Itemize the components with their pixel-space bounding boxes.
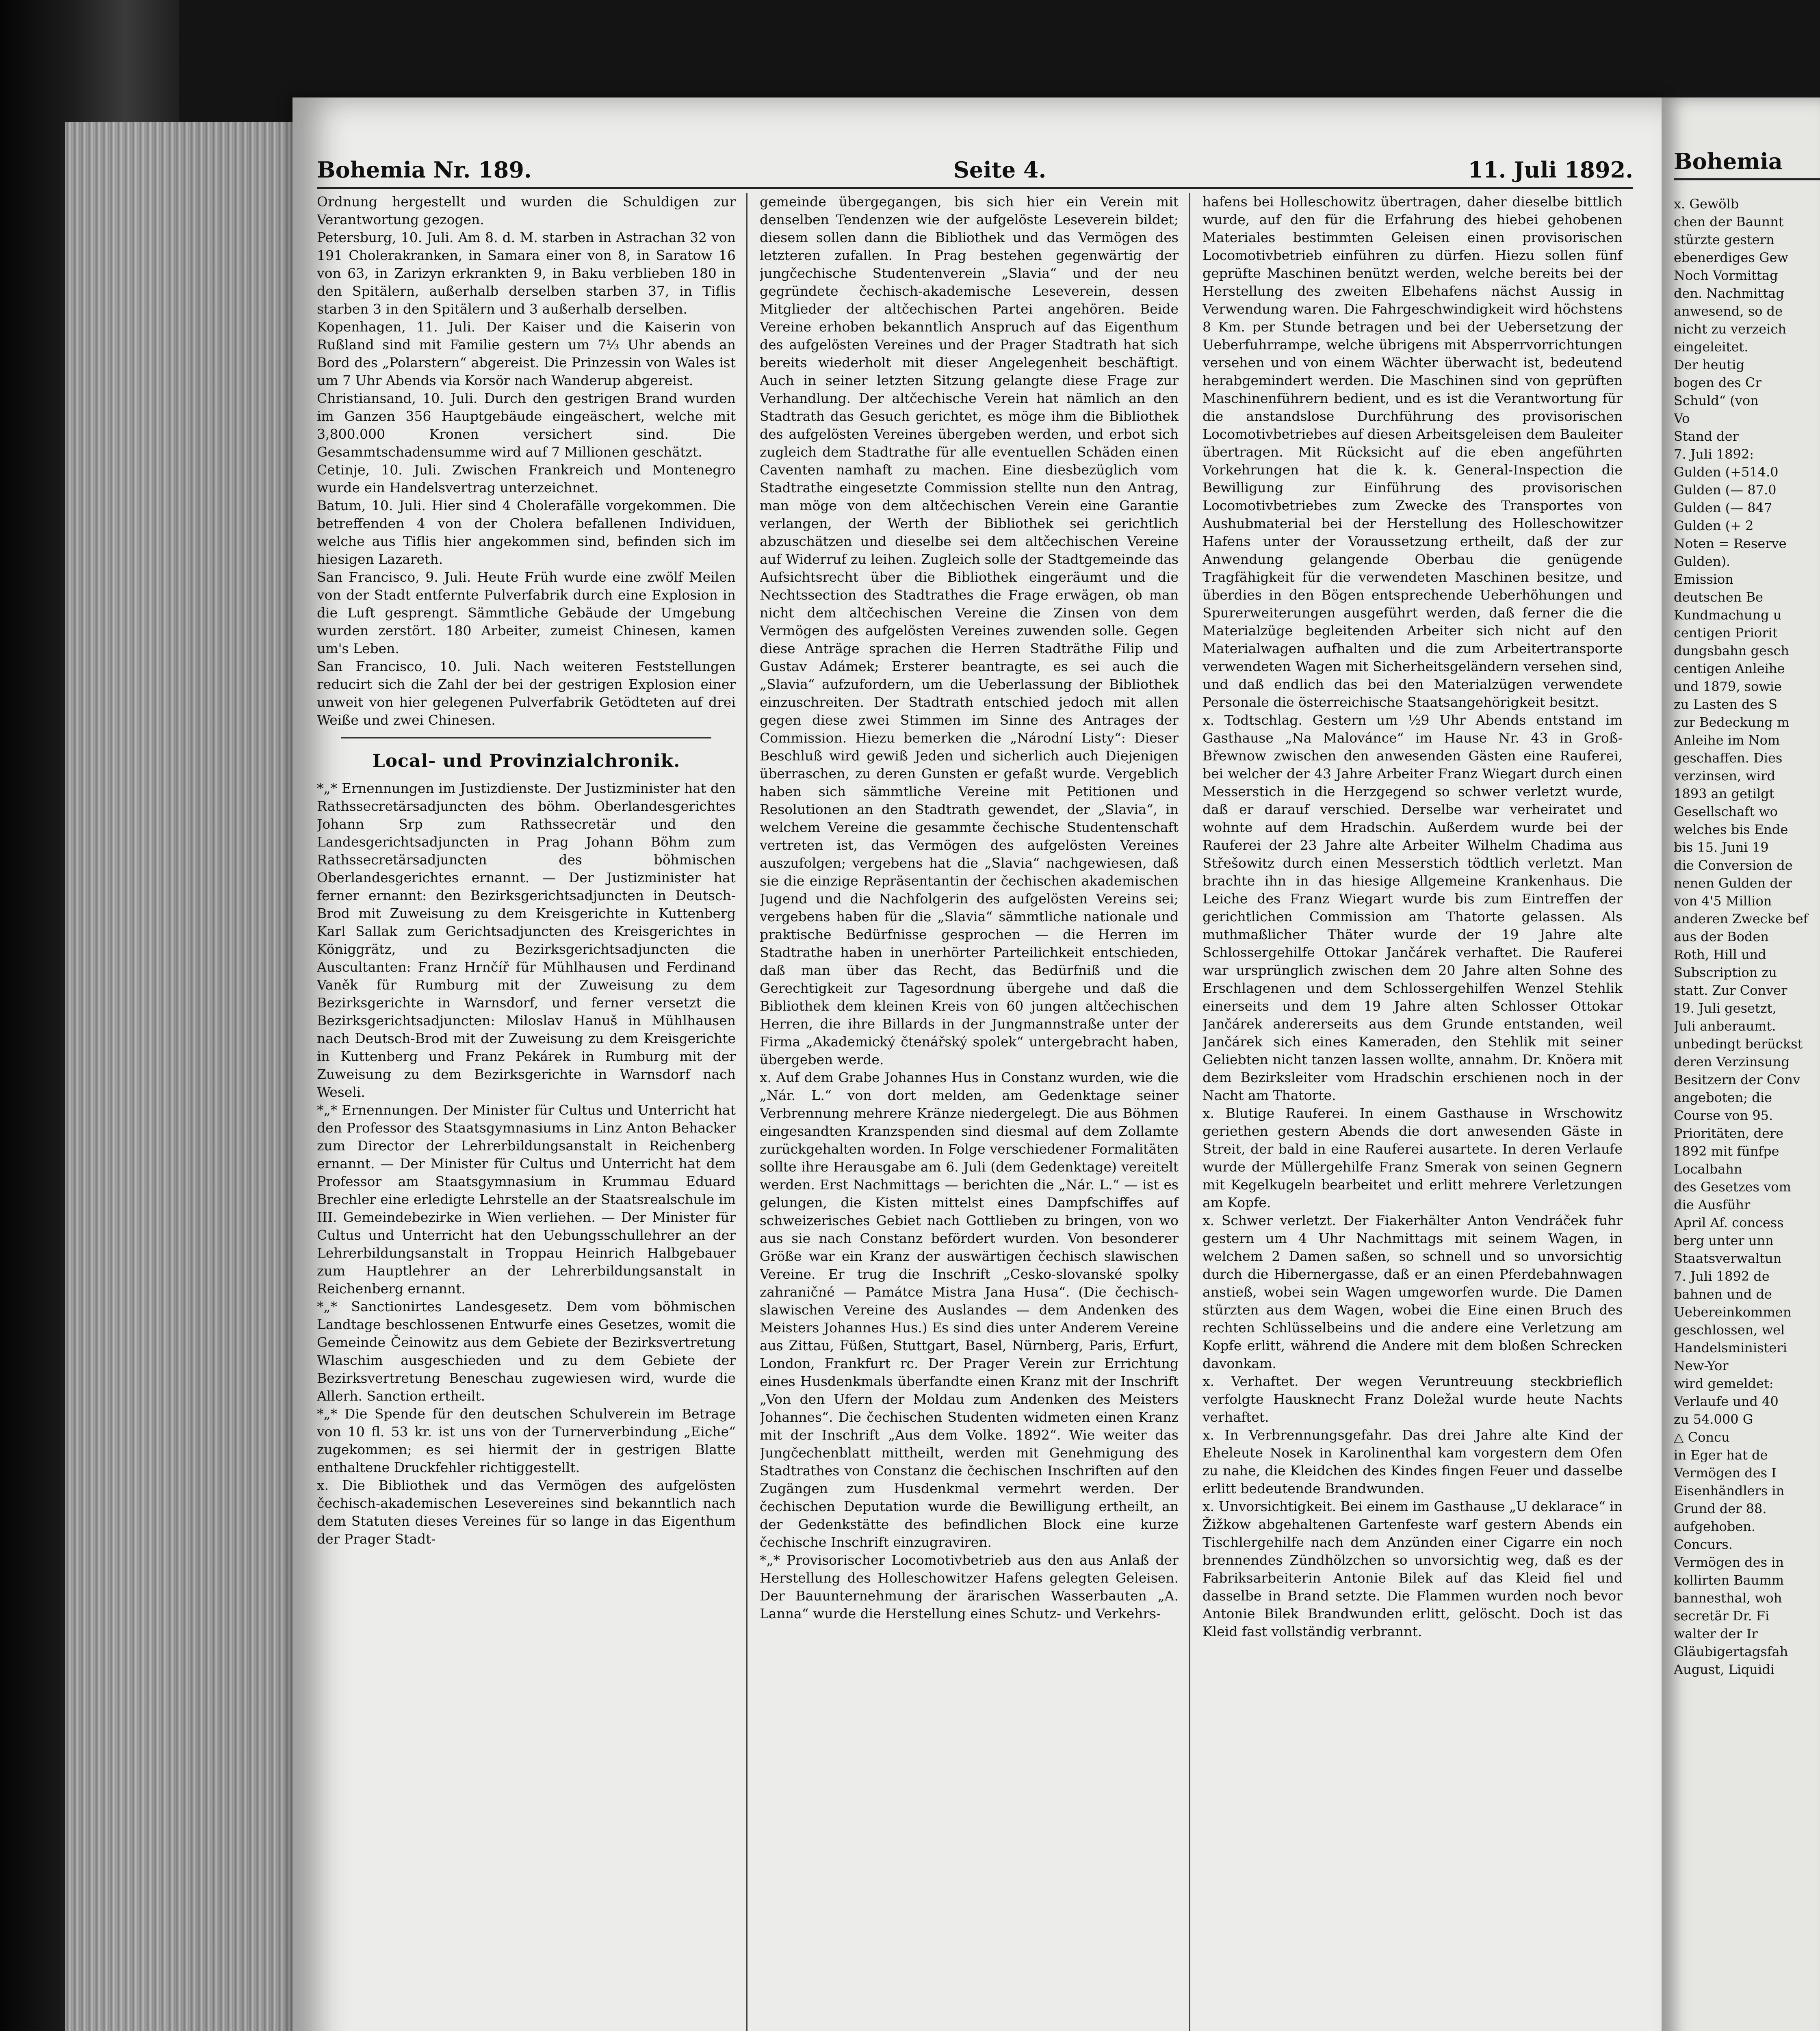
next-page-line: Vo	[1674, 411, 1690, 426]
next-page-line: den. Nachmittag	[1674, 286, 1784, 301]
next-page-line: Juli anberaumt.	[1674, 1018, 1776, 1034]
next-page-line: 7. Juli 1892 de	[1674, 1269, 1770, 1284]
article-landesgesetz: *„* Sanctionirtes Landesgesetz. Dem vom böhmischen Landtage beschlossenen Entwurfe eines Gesetzes, womit die Gemeinde Čeinowitz aus dem Gebiete der Bezirksvertretung Wlaschim ausgeschieden und zu dem Gebiete der Bezirksvertretung Beneschau zugewiesen wird, wurde die Allerh. Sanction ertheilt.	[317, 1299, 736, 1404]
next-page-line: anderen Zwecke bef	[1674, 911, 1808, 927]
next-page-line: zu 54.000 G	[1674, 1412, 1753, 1427]
article-bibliothek: x. Die Bibliothek und das Vermögen des aufgelösten čechisch-akademischen Lesevereines sind bekanntlich nach dem Statuten dieses Vereines für so lange in das Eigenthum der Prager Stadt-	[317, 1477, 736, 1547]
article-ernennungen: *„* Ernennungen. Der Minister für Cultus und Unterricht hat den Professor des Staatsgymnasiums in Linz Anton Behacker zum Director der Lehrerbildungsanstalt in Reichenberg ernannt. — Der Minister für Cultus und Unterricht hat dem Professor am Staatsgymnasium in Krummau Eduard Brechler eine erledigte Lehrstelle an der Staatsrealschule im III. Gemeindebezirke in Wien verliehen. — Der Minister für Cultus und Unterricht hat den Uebungsschullehrer an der Lehrerbildungsanstalt in Troppau Heinrich Halbgebauer zum Hauptlehrer an der Lehrerbildungsanstalt in Reichenberg ernannt.	[317, 1102, 736, 1297]
next-page-line: Anleihe im Nom	[1674, 732, 1780, 748]
next-page-line: 19. Juli gesetzt,	[1674, 1000, 1777, 1016]
next-page-line: Localbahn	[1674, 1161, 1742, 1177]
next-page-line: dungsbahn gesch	[1674, 643, 1789, 658]
next-page-line: eingeleitet.	[1674, 339, 1748, 355]
article-verhaftet: x. Verhaftet. Der wegen Veruntreuung steckbrieflich verfolgte Hausknecht Franz Doležal wurde heute Nachts verhaftet.	[1202, 1373, 1623, 1425]
column-3	[1202, 193, 1633, 2031]
article-bibliothek-cont: gemeinde übergegangen, bis sich hier ein Verein mit denselben Tendenzen wie der aufgelöste Leseverein bildet; diesem sollen dann die Bibliothek und das Vermögen des letzteren zufallen. In Prag bestehen gegenwärtig der jungčechische Studentenverein „Slavia“ und der neu gegründete čechisch-akademische Leseverein, dessen Mitglieder der altčechischen Partei angehören. Beide Vereine erhoben bekanntlich Anspruch auf das Eigenthum des aufgelösten Vereines und der Prager Stadtrath hat sich bereits wiederholt mit dieser Angelegenheit beschäftigt. Auch in seiner letzten Sitzung gelangte diese Frage zur Verhandlung. Der altčechische Verein hat nämlich an den Stadtrath das Gesuch gerichtet, es möge ihm die Bibliothek des aufgelösten Vereines übergeben werden, und erbot sich zugleich dem Stadtrathe für alle eventuellen Schäden einen Caventen namhaft zu machen. Eine diesbezüglich vom Stadtrathe eingesetzte Commission stellte nun den Antrag, man möge von dem altčechischen Verein eine Garantie verlangen, der Werth der Bibliothek sei gerichtlich abzuschätzen und dieselbe sei dem altčechischen Vereine auf Widerruf zu leihen. Zugleich solle der Stadtgemeinde das Aufsichtsrecht über die Bibliothek eingeräumt und die Nechtssection des Stadtrathes die Frage erwägen, ob man nicht dem altčechischen Vereine die Zinsen von dem Vermögen des aufgelösten Vereines zuwenden solle. Gegen diese Anträge sprachen die Herren Stadträthe Filip und Gustav Adámek; Ersterer beantragte, es sei auch die „Slavia“ aufzufordern, um die Ueberlassung der Bibliothek einzuschreiten. Der Stadtrath entschied jedoch mit allen gegen diese zwei Stimmen im Sinne des Antrages der Commission. Hiezu bemerken die „Národní Listy“: Dieser Beschluß wird gewiß Jeden und sicherlich auch Diejenigen überraschen, zu deren Gunsten er gefaßt wurde. Vergeblich haben sich sämmtliche Vereine mit Petitionen und Resolutionen an den Stadtrath gewendet, der „Slavia“, in welchem Vereine die gesammte čechische Studentenschaft vertreten ist, das Vermögen des aufgelösten Vereines auszufolgen; vergebens hat die „Slavia“ nachgewiesen, daß sie die einzige Repräsentantin der čechischen akademischen Jugend und die Nachfolgerin des aufgelösten Vereins sei; vergebens haben für die „Slavia“ sämmtliche nationale und praktische Bedürfnisse gesprochen — die Herren im Stadtrathe haben in unerhörter Parteilichkeit entschieden, daß man über das Recht, das Bedürfniß und die Gerechtigkeit zur Tagesordnung übergehe und daß die Bibliothek dem kleinen Kreis von 60 jungen altčechischen Herren, die ihre Billards in der Jungmannstraße unter der Firma „Akademický čtenářský spolek“ untergebracht haben, übergeben werde.	[760, 194, 1179, 1067]
next-page-line: △ Concu	[1674, 1429, 1730, 1445]
next-page-line: Roth, Hill und	[1674, 947, 1766, 962]
next-page-line: kollirten Baumm	[1674, 1572, 1784, 1588]
next-page-line: stürzte gestern	[1674, 232, 1774, 247]
article-kopenhagen: Kopenhagen, 11. Juli. Der Kaiser und die Kaiserin von Rußland sind mit Familie gestern um 7⅓ Uhr abends an Bord des „Polarstern“ abgereist. Die Prinzessin von Wales ist um 7 Uhr Abends via Korsör nach Wanderup abgereist.	[317, 319, 736, 388]
next-page-line: walter der Ir	[1674, 1626, 1758, 1641]
next-page-line: Stand der	[1674, 429, 1739, 444]
next-page-line: Noch Vormittag	[1674, 268, 1778, 283]
article-sanfrancisco-1: San Francisco, 9. Juli. Heute Früh wurde eine zwölf Meilen von der Stadt entfernte Pulverfabrik durch eine Explosion in die Luft gesprengt. Sämmtliche Gebäude der Umgebung wurden zerstört. 180 Arbeiter, zumeist Chinesen, kamen um's Leben.	[317, 569, 736, 656]
next-page-line: ebenerdiges Gew	[1674, 250, 1788, 265]
article-schwer-verletzt: x. Schwer verletzt. Der Fiakerhälter Anton Vendráček fuhr gestern um 4 Uhr Nachmittags mit seinem Wagen, in welchem 2 Damen saßen, so schnell und so unvorsichtig durch die Hibernergasse, daß er an einen Pferdebahnwagen anstieß, wobei sein Wagen umgeworfen wurde. Die Damen stürzten aus dem Wagen, wobei die Eine einen Bruch des rechten Schlüsselbeins und die andere eine Verletzung am Kopfe erlitt, während die Andere mit dem bloßen Schrecken davonkam.	[1202, 1213, 1623, 1371]
next-page-line: Uebereinkommen	[1674, 1304, 1792, 1320]
next-page-line: Grund der 88.	[1674, 1501, 1767, 1516]
next-page-line: nenen Gulden der	[1674, 875, 1792, 891]
next-page-line: Gesellschaft wo	[1674, 804, 1778, 819]
next-page-line: die Conversion de	[1674, 857, 1793, 873]
next-page-line: Kundmachung u	[1674, 607, 1782, 623]
next-page-line: Noten = Reserve	[1674, 536, 1787, 551]
next-page-line: zur Bedeckung m	[1674, 715, 1790, 730]
next-page-line: geschlossen, wel	[1674, 1322, 1785, 1338]
article-ernennungen-justiz: *„* Ernennungen im Justizdienste. Der Justizminister hat den Rathssecretärsadjuncten des böhm. Oberlandesgerichtes Johann Srp zum Rathssecretär und den Landesgerichtsadjuncten in Prag Johann Böhm zum Rathssecretärsadjuncten des böhmischen Oberlandesgerichtes ernannt. — Der Justizminister hat ferner ernannt: den Bezirksgerichtsadjuncten in Deutsch-Brod mit Zuweisung zu dem Kreisgerichte in Kuttenberg Karl Sallak zum Gerichtsadjuncten des Kreisgerichtes in Königgrätz, und zu Bezirksgerichtsadjuncten die Auscultanten: Franz Hrnčíř für Mühlhausen und Ferdinand Vaněk für Rumburg mit der Zuweisung zu dem Bezirksgerichte in Warnsdorf, und ferner versetzt die Bezirksgerichtsadjuncten: Miloslav Hanuš in Mühlhausen nach Deutsch-Brod mit der Zuweisung zu dem Kreisgerichte in Kuttenberg und Franz Pekárek in Rumburg mit der Zuweisung zu dem Bezirksgerichte in Warnsdorf nach Weseli.	[317, 780, 736, 1100]
article-hus: x. Auf dem Grabe Johannes Hus in Constanz wurden, wie die „Nár. L.“ von dort melden, am Gedenktage seiner Verbrennung mehrere Kränze niedergelegt. Die aus Böhmen eingesandten Kranzspenden sind diesmal auf dem Zollamte zurückgehalten worden. In Folge verschiedener Formalitäten sollte ihre Herausgabe am 6. Juli (dem Gedenktage) vereitelt werden. Erst Nachmittags — berichten die „Nár. L.“ — ist es gelungen, die Kisten mittelst eines Dampfschiffes auf schweizerisches Gebiet nach Gottlieben zu bringen, von wo aus sie nach Constanz befördert wurden. Von besonderer Größe war ein Kranz der auswärtigen čechisch slawischen Vereine. Er trug die Inschrift „Cesko-slovanské spolky zahraničné — Památce Mistra Jana Husa“. (Die čechisch-slawischen Vereine des Auslandes — dem Andenken des Meisters Johannes Hus.) Es sind dies unter Anderem Vereine aus Zittau, Füßen, Stuttgart, Basel, Nürnberg, Paris, Erfurt, London, Frankfurt rc. Der Prager Verein zur Errichtung eines Husdenkmals überfandte einen Kranz mit der Inschrift „Von den Ufern der Moldau zum Andenken des Meisters Johannes“. Die čechischen Studenten widmeten einen Kranz mit der Inschrift „Aus dem Volke. 1892“. Wie weiter das Jungčechenblatt mittheilt, werden mit Genehmigung des Stadtrathes von Constanz die čechischen Inschriften auf den Zugängen zum Husdenkmal vermehrt werden. Der čechischen Deputation wurde die Bewilligung ertheilt, an der Gedenkstätte des befindlichen Block eine kurze čechische Inschrift einzugraviren.	[760, 1070, 1179, 1550]
next-page-line: Emission	[1674, 572, 1733, 587]
article-unvorsichtigkeit: x. Unvorsichtigkeit. Bei einem im Gasthause „U deklarace“ in Žižkow abgehaltenen Gartenfeste warf gestern Abends ein Tischlergehilfe nach dem Anzünden einer Cigarre ein noch brennendes Zündhölzchen so unvorsichtig weg, daß es der Fabriksarbeiterin Antonie Bilek auf das Kleid fiel und dasselbe in Brand setzte. Die Flammen wurden noch bevor Antonie Bilek Brandwunden erlitt, gelöscht. Doch ist das Kleid fast vollständig verbrannt.	[1202, 1498, 1623, 1639]
next-page-line: berg unter unn	[1674, 1233, 1774, 1248]
next-page-line: Course von 95.	[1674, 1108, 1773, 1123]
next-page-line: Schuld“ (von	[1674, 393, 1759, 408]
next-page-line: Gläubigertagsfah	[1674, 1644, 1788, 1659]
article-cetinje: Cetinje, 10. Juli. Zwischen Frankreich und Montenegro wurde ein Handelsvertrag unterzeichnet.	[317, 462, 736, 496]
next-page-line: April Af. concess	[1674, 1215, 1784, 1230]
next-page-line: welches bis Ende	[1674, 822, 1788, 837]
page-stack-edge	[65, 122, 292, 2031]
next-page-line: Gulden (— 87.0	[1674, 482, 1777, 498]
next-page-line: 1892 mit fünfpe	[1674, 1143, 1779, 1159]
next-page-line: Vermögen des I	[1674, 1465, 1777, 1481]
next-page-line: secretär Dr. Fi	[1674, 1608, 1770, 1624]
issue-date: 11. Juli 1892.	[1468, 157, 1633, 183]
next-page-line: bis 15. Juni 19	[1674, 840, 1769, 855]
next-page-line: 1893 an getilgt	[1674, 786, 1774, 801]
article-sanfrancisco-2: San Francisco, 10. Juli. Nach weiteren Feststellungen reducirt sich die Zahl der bei der gestrigen Explosion einer unweit von hier gelegenen Pulverfabrik Getödteten auf drei Weiße und zwei Chinesen.	[317, 658, 736, 728]
article-ordnung: Ordnung hergestellt und wurden die Schuldigen zur Verantwortung gezogen.	[317, 194, 736, 227]
section-divider	[341, 737, 711, 738]
next-page-line: wird gemeldet:	[1674, 1376, 1774, 1391]
next-page-line: Vermögen des in	[1674, 1555, 1784, 1570]
next-page-line: Concurs.	[1674, 1537, 1733, 1552]
next-page-line: und 1879, sowie	[1674, 679, 1782, 694]
next-page-line: in Eger hat de	[1674, 1447, 1768, 1463]
next-page-fragment	[1662, 97, 1820, 2031]
column-2	[760, 193, 1190, 2031]
article-rauferei: x. Blutige Rauferei. In einem Gasthause in Wrschowitz geriethen gestern Abends die dort anwesenden Gäste in Streit, der bald in eine Rauferei ausartete. In deren Verlaufe wurde der Müllergehilfe Franz Smerak von seinen Gegnern mit Kegelkugeln bearbeitet und erlitt mehrere Verletzungen am Kopfe.	[1202, 1105, 1623, 1210]
next-page-line: bogen des Cr	[1674, 375, 1762, 390]
article-columns	[317, 193, 1633, 2031]
next-page-line: bannesthal, woh	[1674, 1590, 1782, 1606]
next-page-line: Gulden (— 847	[1674, 500, 1772, 515]
next-page-line: deren Verzinsung	[1674, 1054, 1790, 1070]
next-page-line: zu Lasten des S	[1674, 697, 1777, 712]
next-page-line: die Ausführ	[1674, 1197, 1751, 1213]
next-page-line: bahnen und de	[1674, 1286, 1772, 1302]
next-page-line: Gulden).	[1674, 554, 1731, 569]
next-page-lines	[1674, 195, 1820, 1678]
next-page-line: aus der Boden	[1674, 929, 1769, 944]
next-page-line: Gulden (+ 2	[1674, 518, 1754, 533]
next-page-line: Verlaufe und 40	[1674, 1394, 1779, 1409]
next-page-line: deutschen Be	[1674, 589, 1764, 605]
next-page-line: Staatsverwaltun	[1674, 1251, 1782, 1266]
next-page-line: centigen Priorit	[1674, 625, 1778, 641]
article-todtschlag: x. Todtschlag. Gestern um ½9 Uhr Abends entstand im Gasthause „Na Malovánce“ im Hause Nr. 43 in Groß-Břewnow zwischen den anwesenden Gästen eine Rauferei, bei welcher der 43 Jahre Arbeiter Franz Wiegart durch einen Messerstich in die Herzgegend so schwer verletzt wurde, daß er darauf verschied. Derselbe war verheiratet und wohnte auf dem Hradschin. Außerdem wurde bei der Rauferei der 23 Jahre alte Arbeiter Wilhelm Chadima aus Střešowitz durch einen Messerstich tödtlich verletzt. Man brachte ihn in das hiesige Allgemeine Krankenhaus. Die Leiche des Franz Wiegart wurde bis zum Eintreffen der gerichtlichen Commission am Thatorte gelassen. Als muthmaßlicher Thäter wurde der 19 Jahre alte Schlossergehilfe Ottokar Jančárek verhaftet. Die Rauferei war ursprünglich zwischen dem 20 Jahre alten Sohne des Erschlagenen und dem Schlossergehilfen Wenzel Stehlik einerseits und dem 19 Jahre alten Schlosser Ottokar Jančárek andererseits aus dem Grunde entstanden, weil Jančárek sich eines Kameraden, den Stehlik mit seiner Geliebten nicht tanzen lassen wollte, annahm. Dr. Knöera mit dem Bezirksleiter vom Hradschin erschienen noch in der Nacht am Thatorte.	[1202, 712, 1623, 1103]
page-number: Seite 4.	[953, 157, 1046, 183]
next-page-line: Handelsministeri	[1674, 1340, 1787, 1355]
next-page-line: 7. Juli 1892:	[1674, 446, 1754, 462]
next-page-line: Besitzern der Conv	[1674, 1072, 1800, 1087]
next-page-line: Gulden (+514.0	[1674, 464, 1779, 480]
article-verbrennung: x. In Verbrennungsgefahr. Das drei Jahre alte Kind der Eheleute Nosek in Karolinenthal kam vorgestern dem Ofen zu nahe, die Kleidchen des Kindes fingen Feuer und dasselbe erlitt bedeutende Brandwunden.	[1202, 1427, 1623, 1496]
next-page-line: Prioritäten, dere	[1674, 1126, 1784, 1141]
article-spende: *„* Die Spende für den deutschen Schulverein im Betrage von 10 fl. 53 kr. ist uns von der Turnerverbindung „Eiche“ zugekommen; es sei hiermit der in gestrigen Blatte enthaltene Druckfehler richtiggestellt.	[317, 1406, 736, 1475]
next-page-line: chen der Baunnt	[1674, 214, 1784, 230]
next-page-line: centigen Anleihe	[1674, 661, 1785, 676]
next-page-line: verzinsen, wird	[1674, 768, 1775, 784]
next-page-line: August, Liquidi	[1674, 1662, 1774, 1677]
next-page-line: geschaffen. Dies	[1674, 750, 1783, 766]
next-page-masthead: Bohemia	[1674, 148, 1820, 180]
column-1	[317, 193, 748, 2031]
next-page-line: Eisenhändlers in	[1674, 1483, 1785, 1498]
next-page-line: des Gesetzes vom	[1674, 1179, 1791, 1195]
newspaper-page	[292, 97, 1662, 2031]
next-page-line: von 4'5 Million	[1674, 893, 1772, 909]
paper-title: Bohemia Nr. 189.	[317, 157, 532, 183]
next-page-line: unbedingt berückst	[1674, 1036, 1803, 1052]
next-page-line: anwesend, so de	[1674, 303, 1783, 319]
next-page-line: x. Gewölb	[1674, 196, 1739, 212]
article-batum: Batum, 10. Juli. Hier sind 4 Cholerafälle vorgekommen. Die betreffenden 4 von der Cholera befallenen Individuen, welche aus Tiflis hier angekommen sind, befinden sich im hiesigen Lazareth.	[317, 498, 736, 567]
section-title: Local- und Provinzialchronik.	[372, 751, 680, 771]
next-page-line: Der heutig	[1674, 357, 1744, 372]
article-locomotiv: *„* Provisorischer Locomotivbetrieb aus den aus Anlaß der Herstellung des Holleschowitzer Hafens gelegten Geleisen. Der Bauunternehmung der ärarischen Wasserbauten „A. Lanna“ wurde die Herstellung eines Schutz- und Verkehrs-	[760, 1552, 1179, 1622]
masthead	[317, 146, 1633, 189]
next-page-line: aufgehoben.	[1674, 1519, 1756, 1534]
article-petersburg: Petersburg, 10. Juli. Am 8. d. M. starben in Astrachan 32 von 191 Cholerakranken, in Samara einer von 8, in Saratow 16 von 63, in Zarizyn erkrankten 9, in Baku verblieben 180 in den Spitälern, außerhalb derselben starben 37, in Tiflis starben 3 in den Spitälern und 3 außerhalb derselben.	[317, 230, 736, 317]
next-page-line: statt. Zur Conver	[1674, 983, 1788, 998]
article-locomotiv-cont: hafens bei Holleschowitz übertragen, daher dieselbe bittlich wurde, auf den für die Erfahrung des hiebei gehobenen Materiales bestimmten Geleisen einen provisorischen Locomotivbetrieb einführen zu dürfen. Hiezu sollen fünf geprüfte Maschinen benützt werden, welche bereits bei der Herstellung des zweiten Elbehafens nächst Aussig in Verwendung waren. Die Fahrgeschwindigkeit wird höchstens 8 Km. per Stunde betragen und bei der Uebersetzung der Ueberfuhrrampe, welche übrigens mit Absperrvorrichtungen versehen und von einem Wächter überwacht ist, bedeutend herabgemindert werden. Die Maschinen sind von geprüften Maschinenführern bedient, und es ist die Verantwortung für die anstandslose Durchführung des provisorischen Locomotivbetriebes auf diesen Arbeitsgeleisen dem Bauleiter übertragen. Mit Rücksicht auf die eben angeführten Vorkehrungen hat die k. k. General-Inspection die Bewilligung zur Einführung des provisorischen Locomotivbetriebes zum Zwecke des Transportes von Aushubmaterial bei der Herstellung des Holleschowitzer Hafens unter der Voraussetzung ertheilt, daß der zur Anwendung gelangende Oberbau die genügende Tragfähigkeit für die verwendeten Maschinen besitze, und überdies in den Bögen entsprechende Ueberhöhungen und Spurerweiterungen ausgeführt werden, daß ferner die die Materialzüge begleitenden Arbeiter sich nicht auf den Materialwagen aufhalten und die zum Arbeitertransporte verwendeten Wagen mit Sicherheitsgeländern versehen sind, und daß endlich das bei den Materialzügen verwendete Personale die österreichische Staatsangehörigkeit besitzt.	[1202, 194, 1623, 710]
next-page-line: angeboten; die	[1674, 1090, 1772, 1105]
next-page-line: nicht zu verzeich	[1674, 321, 1786, 337]
next-page-line: New-Yor	[1674, 1358, 1729, 1373]
next-page-line: Subscription zu	[1674, 965, 1777, 980]
article-christiansand: Christiansand, 10. Juli. Durch den gestrigen Brand wurden im Ganzen 356 Hauptgebäude eingeäschert, welche mit 3,800.000 Kronen versichert sind. Die Gesammtschadensumme wird auf 7 Millionen geschätzt.	[317, 390, 736, 460]
